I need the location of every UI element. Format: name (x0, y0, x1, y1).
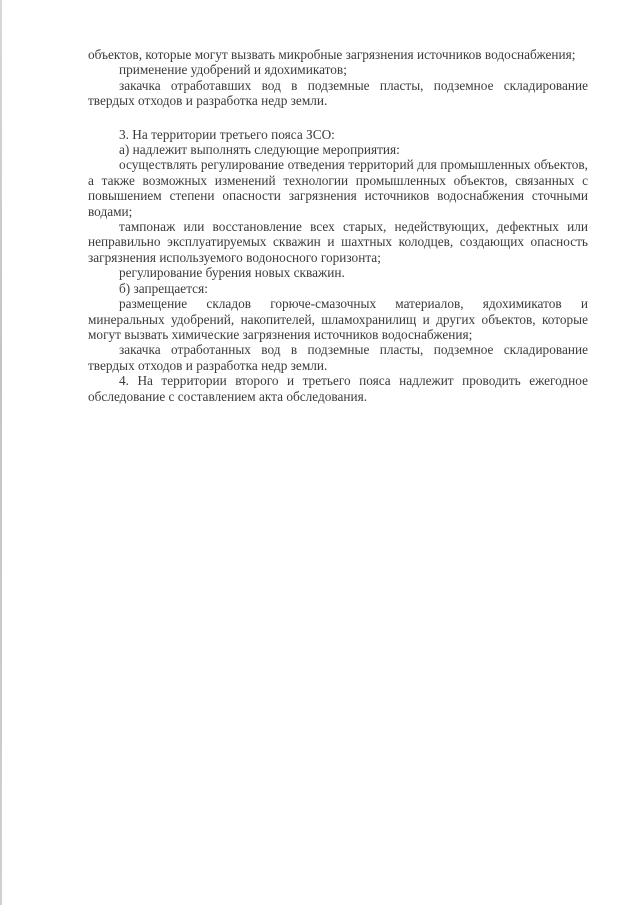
section-3-heading: 3. На территории третьего пояса ЗСО: (119, 126, 335, 142)
paragraph-regulation: осуществлять регулирование отведения территорий для промышленных объектов, а также возможных изменений технологии промышленных объектов, связанных с повышением степени опасности загрязнения источников водоснабжения сточными водами; (88, 157, 588, 219)
subsection-a-heading: а) надлежит выполнять следующие мероприятия: (119, 142, 400, 158)
paragraph-injection-third-belt: закачка отработанных вод в подземные пласты, подземное складирование твердых отходов и разработка недр земли. (88, 342, 588, 373)
document-body (88, 47, 588, 404)
paragraph-fertilizers: применение удобрений и ядохимикатов; (119, 62, 347, 78)
paragraph-continuation: объектов, которые могут вызвать микробные загрязнения источников водоснабжения; (88, 47, 576, 62)
paragraph-storage-ban: размещение складов горюче-смазочных материалов, ядохимикатов и минеральных удобрений, накопителей, шламохранилищ и других объектов, которые могут вызвать химические загрязнения источников водоснабжения; (88, 296, 588, 342)
paragraph-plugging: тампонаж или восстановление всех старых, недействующих, дефектных или неправильно эксплуатируемых скважин и шахтных колодцев, создающих опасность загрязнения используемого водоносного горизонта; (88, 219, 588, 265)
subsection-b-heading: б) запрещается: (119, 280, 208, 296)
section-4-paragraph: 4. На территории второго и третьего пояса надлежит проводить ежегодное обследование с составлением акта обследования. (88, 373, 588, 404)
paragraph-drilling: регулирование бурения новых скважин. (119, 265, 345, 281)
paragraph-injection-second-belt: закачка отработавших вод в подземные пласты, подземное складирование твердых отходов и разработка недр земли. (88, 77, 588, 109)
scan-edge (0, 0, 2, 905)
